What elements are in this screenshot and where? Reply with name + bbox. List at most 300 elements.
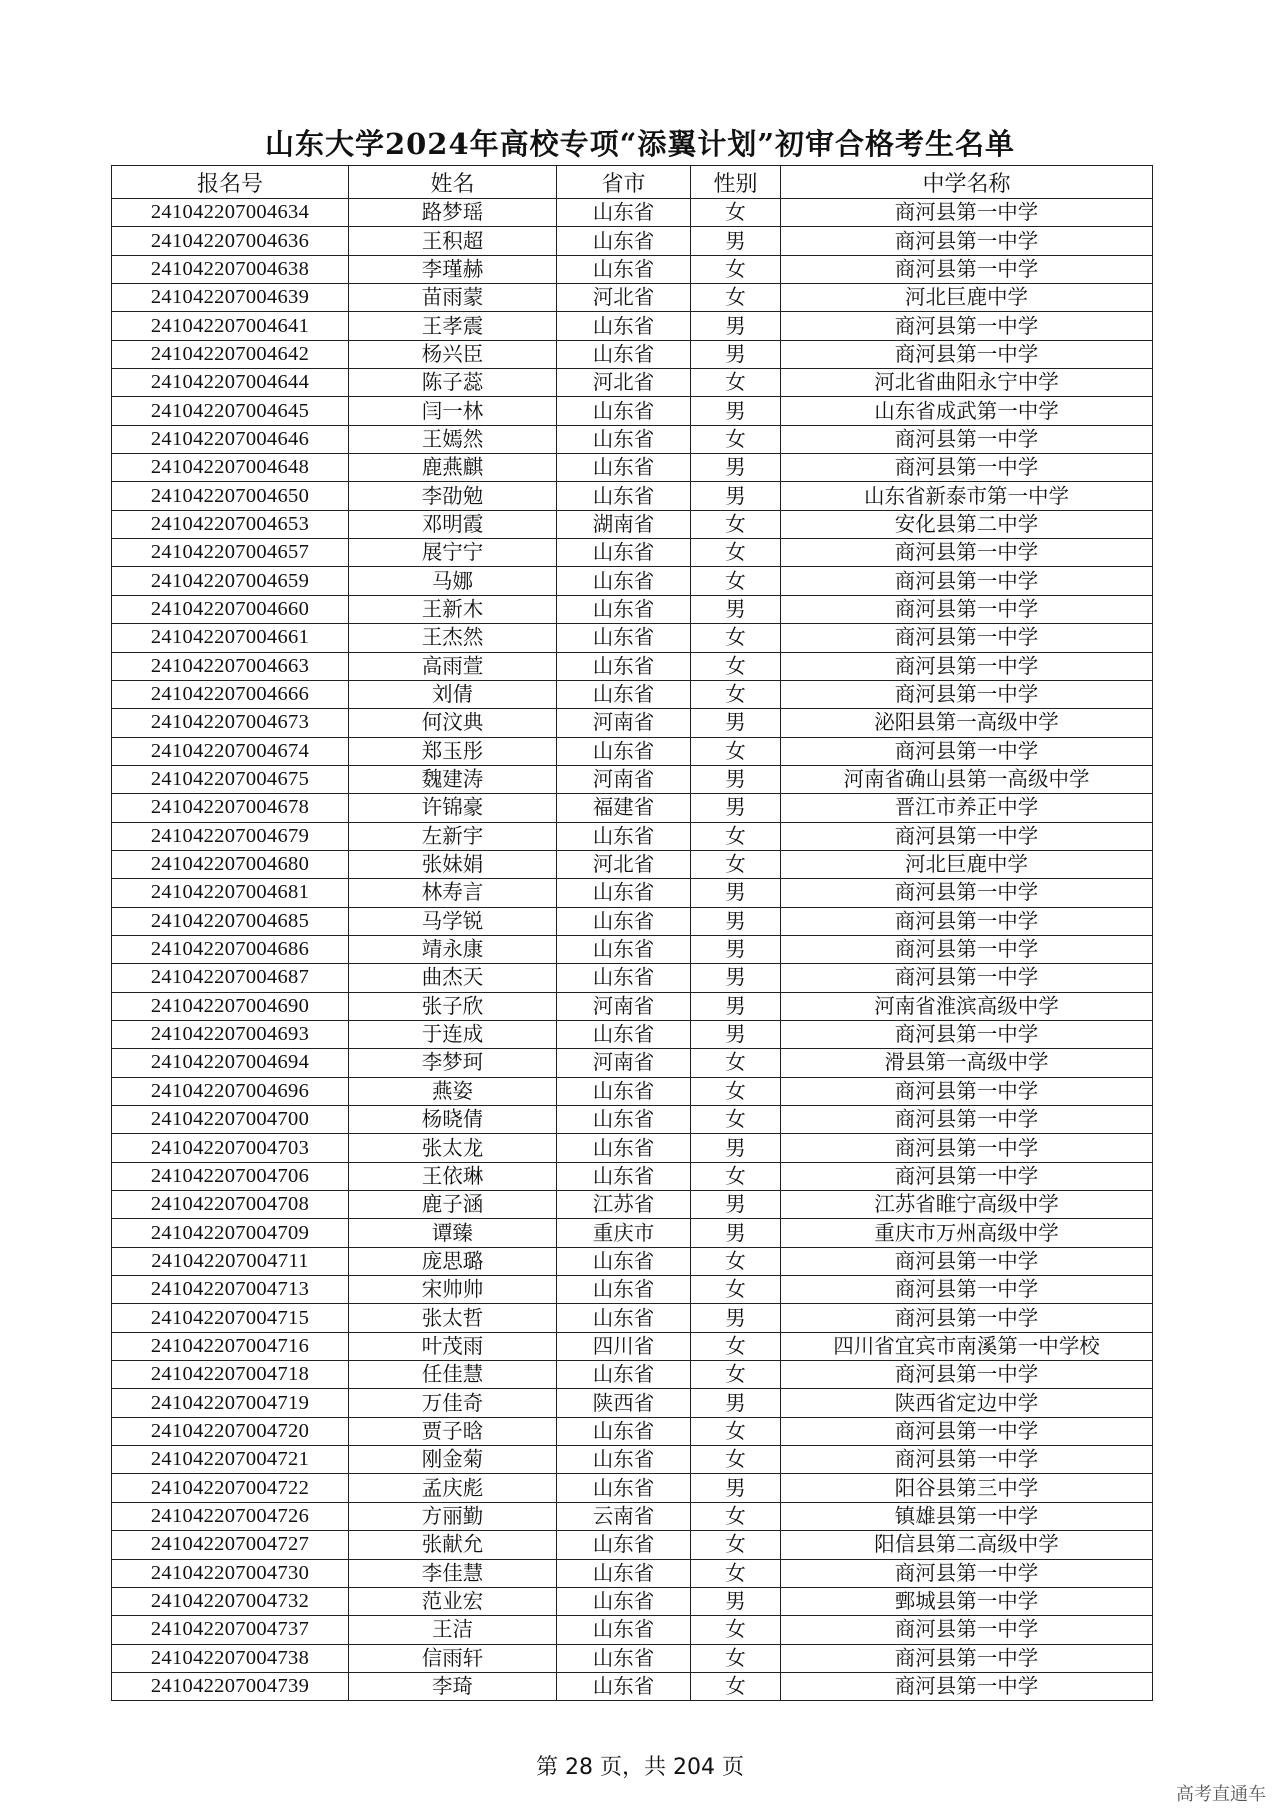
cell-name: 马娜 xyxy=(349,567,557,595)
cell-school: 鄄城县第一中学 xyxy=(781,1587,1153,1615)
table-body xyxy=(112,199,1153,1701)
cell-province: 山东省 xyxy=(557,737,691,765)
cell-registration-no: 241042207004718 xyxy=(112,1361,349,1389)
cell-province: 河南省 xyxy=(557,709,691,737)
cell-school: 阳信县第二高级中学 xyxy=(781,1531,1153,1559)
cell-province: 山东省 xyxy=(557,539,691,567)
table-row xyxy=(112,737,1153,765)
cell-school: 陕西省定边中学 xyxy=(781,1389,1153,1417)
cell-gender: 女 xyxy=(691,1077,781,1105)
cell-school: 商河县第一中学 xyxy=(781,1276,1153,1304)
cell-registration-no: 241042207004700 xyxy=(112,1106,349,1134)
cell-gender: 男 xyxy=(691,794,781,822)
cell-registration-no: 241042207004690 xyxy=(112,992,349,1020)
table-row xyxy=(112,1672,1153,1700)
cell-province: 山东省 xyxy=(557,1559,691,1587)
table-row xyxy=(112,765,1153,793)
table-row xyxy=(112,255,1153,283)
cell-name: 刘倩 xyxy=(349,680,557,708)
table-row xyxy=(112,482,1153,510)
cell-name: 魏建涛 xyxy=(349,765,557,793)
cell-province: 山东省 xyxy=(557,822,691,850)
cell-name: 展宁宁 xyxy=(349,539,557,567)
cell-school: 商河县第一中学 xyxy=(781,1077,1153,1105)
cell-school: 镇雄县第一中学 xyxy=(781,1502,1153,1530)
cell-gender: 女 xyxy=(691,1247,781,1275)
cell-gender: 男 xyxy=(691,482,781,510)
cell-gender: 男 xyxy=(691,765,781,793)
cell-registration-no: 241042207004686 xyxy=(112,935,349,963)
table-row xyxy=(112,1446,1153,1474)
cell-name: 王积超 xyxy=(349,227,557,255)
cell-gender: 女 xyxy=(691,1049,781,1077)
cell-province: 云南省 xyxy=(557,1502,691,1530)
cell-province: 河南省 xyxy=(557,1049,691,1077)
table-header xyxy=(112,166,1153,199)
cell-registration-no: 241042207004674 xyxy=(112,737,349,765)
cell-registration-no: 241042207004680 xyxy=(112,850,349,878)
cell-registration-no: 241042207004693 xyxy=(112,1020,349,1048)
cell-name: 方丽勤 xyxy=(349,1502,557,1530)
cell-school: 商河县第一中学 xyxy=(781,255,1153,283)
cell-name: 庞思璐 xyxy=(349,1247,557,1275)
table-row xyxy=(112,1616,1153,1644)
cell-gender: 男 xyxy=(691,397,781,425)
cell-school: 河南省确山县第一高级中学 xyxy=(781,765,1153,793)
cell-gender: 女 xyxy=(691,652,781,680)
cell-school: 重庆市万州高级中学 xyxy=(781,1219,1153,1247)
cell-province: 山东省 xyxy=(557,482,691,510)
cell-province: 河南省 xyxy=(557,765,691,793)
table-row xyxy=(112,1417,1153,1445)
cell-school: 商河县第一中学 xyxy=(781,1672,1153,1700)
cell-gender: 女 xyxy=(691,369,781,397)
cell-name: 叶茂雨 xyxy=(349,1332,557,1360)
table-row xyxy=(112,624,1153,652)
table-row xyxy=(112,709,1153,737)
cell-gender: 女 xyxy=(691,1361,781,1389)
cell-registration-no: 241042207004738 xyxy=(112,1644,349,1672)
cell-registration-no: 241042207004703 xyxy=(112,1134,349,1162)
cell-province: 山东省 xyxy=(557,879,691,907)
cell-province: 山东省 xyxy=(557,680,691,708)
cell-name: 刚金菊 xyxy=(349,1446,557,1474)
cell-school: 河北巨鹿中学 xyxy=(781,284,1153,312)
cell-name: 林寿言 xyxy=(349,879,557,907)
page-number: 第 28 页，共 204 页 xyxy=(536,1755,744,1780)
cell-name: 王依琳 xyxy=(349,1162,557,1190)
cell-province: 山东省 xyxy=(557,1304,691,1332)
cell-registration-no: 241042207004646 xyxy=(112,425,349,453)
cell-province: 山东省 xyxy=(557,1247,691,1275)
cell-gender: 女 xyxy=(691,425,781,453)
cell-school: 商河县第一中学 xyxy=(781,340,1153,368)
cell-province: 山东省 xyxy=(557,1276,691,1304)
cell-name: 谭臻 xyxy=(349,1219,557,1247)
cell-registration-no: 241042207004645 xyxy=(112,397,349,425)
cell-school: 商河县第一中学 xyxy=(781,964,1153,992)
cell-gender: 男 xyxy=(691,1191,781,1219)
cell-registration-no: 241042207004634 xyxy=(112,199,349,227)
table-row xyxy=(112,1389,1153,1417)
cell-school: 商河县第一中学 xyxy=(781,1644,1153,1672)
cell-name: 李劭勉 xyxy=(349,482,557,510)
cell-registration-no: 241042207004657 xyxy=(112,539,349,567)
cell-province: 山东省 xyxy=(557,907,691,935)
cell-name: 万佳奇 xyxy=(349,1389,557,1417)
cell-registration-no: 241042207004739 xyxy=(112,1672,349,1700)
table-row xyxy=(112,227,1153,255)
cell-province: 山东省 xyxy=(557,1106,691,1134)
cell-province: 山东省 xyxy=(557,255,691,283)
cell-registration-no: 241042207004644 xyxy=(112,369,349,397)
cell-gender: 男 xyxy=(691,1020,781,1048)
cell-registration-no: 241042207004696 xyxy=(112,1077,349,1105)
page-title: 山东大学2024年高校专项“添翼计划”初审合格考生名单 xyxy=(264,127,1016,161)
cell-registration-no: 241042207004675 xyxy=(112,765,349,793)
cell-gender: 女 xyxy=(691,850,781,878)
cell-registration-no: 241042207004726 xyxy=(112,1502,349,1530)
cell-name: 李佳慧 xyxy=(349,1559,557,1587)
cell-gender: 女 xyxy=(691,567,781,595)
cell-name: 贾子晗 xyxy=(349,1417,557,1445)
cell-province: 山东省 xyxy=(557,1672,691,1700)
cell-province: 山东省 xyxy=(557,1474,691,1502)
cell-province: 山东省 xyxy=(557,227,691,255)
cell-gender: 男 xyxy=(691,1587,781,1615)
cell-gender: 女 xyxy=(691,284,781,312)
cell-school: 阳谷县第三中学 xyxy=(781,1474,1153,1502)
cell-province: 江苏省 xyxy=(557,1191,691,1219)
cell-gender: 男 xyxy=(691,935,781,963)
table-row xyxy=(112,454,1153,482)
cell-province: 山东省 xyxy=(557,1361,691,1389)
table-row xyxy=(112,1502,1153,1530)
cell-registration-no: 241042207004722 xyxy=(112,1474,349,1502)
cell-name: 王孝震 xyxy=(349,312,557,340)
cell-registration-no: 241042207004642 xyxy=(112,340,349,368)
cell-province: 福建省 xyxy=(557,794,691,822)
table-row xyxy=(112,1162,1153,1190)
cell-registration-no: 241042207004673 xyxy=(112,709,349,737)
cell-registration-no: 241042207004727 xyxy=(112,1531,349,1559)
cell-name: 许锦豪 xyxy=(349,794,557,822)
cell-name: 燕姿 xyxy=(349,1077,557,1105)
table-row xyxy=(112,850,1153,878)
table-row xyxy=(112,539,1153,567)
cell-school: 商河县第一中学 xyxy=(781,652,1153,680)
table-row xyxy=(112,1644,1153,1672)
cell-province: 山东省 xyxy=(557,1134,691,1162)
cell-school: 商河县第一中学 xyxy=(781,935,1153,963)
cell-gender: 女 xyxy=(691,1672,781,1700)
cell-province: 山东省 xyxy=(557,199,691,227)
cell-province: 山东省 xyxy=(557,340,691,368)
cell-gender: 男 xyxy=(691,1389,781,1417)
cell-name: 信雨轩 xyxy=(349,1644,557,1672)
cell-name: 张子欣 xyxy=(349,992,557,1020)
cell-name: 王洁 xyxy=(349,1616,557,1644)
cell-gender: 女 xyxy=(691,1531,781,1559)
cell-gender: 男 xyxy=(691,709,781,737)
table-row xyxy=(112,1247,1153,1275)
cell-school: 商河县第一中学 xyxy=(781,1446,1153,1474)
cell-name: 孟庆彪 xyxy=(349,1474,557,1502)
cell-school: 商河县第一中学 xyxy=(781,822,1153,850)
cell-registration-no: 241042207004711 xyxy=(112,1247,349,1275)
table-row xyxy=(112,1304,1153,1332)
cell-name: 李琦 xyxy=(349,1672,557,1700)
cell-gender: 女 xyxy=(691,1332,781,1360)
cell-school: 江苏省睢宁高级中学 xyxy=(781,1191,1153,1219)
cell-name: 郑玉彤 xyxy=(349,737,557,765)
cell-school: 安化县第二中学 xyxy=(781,510,1153,538)
cell-registration-no: 241042207004685 xyxy=(112,907,349,935)
table-row xyxy=(112,369,1153,397)
cell-school: 商河县第一中学 xyxy=(781,425,1153,453)
cell-school: 商河县第一中学 xyxy=(781,567,1153,595)
cell-school: 商河县第一中学 xyxy=(781,539,1153,567)
cell-gender: 女 xyxy=(691,1106,781,1134)
cell-registration-no: 241042207004721 xyxy=(112,1446,349,1474)
table-row xyxy=(112,284,1153,312)
cell-province: 河北省 xyxy=(557,369,691,397)
header-name: 姓名 xyxy=(349,166,557,199)
cell-school: 商河县第一中学 xyxy=(781,1304,1153,1332)
cell-gender: 男 xyxy=(691,454,781,482)
cell-gender: 女 xyxy=(691,1162,781,1190)
cell-province: 山东省 xyxy=(557,1587,691,1615)
table-row xyxy=(112,510,1153,538)
cell-province: 山东省 xyxy=(557,1417,691,1445)
cell-gender: 男 xyxy=(691,595,781,623)
cell-registration-no: 241042207004641 xyxy=(112,312,349,340)
cell-province: 河北省 xyxy=(557,850,691,878)
cell-name: 于连成 xyxy=(349,1020,557,1048)
cell-name: 闫一林 xyxy=(349,397,557,425)
table-row xyxy=(112,1276,1153,1304)
table-row xyxy=(112,199,1153,227)
cell-registration-no: 241042207004666 xyxy=(112,680,349,708)
table-row xyxy=(112,964,1153,992)
cell-school: 商河县第一中学 xyxy=(781,907,1153,935)
header-school: 中学名称 xyxy=(781,166,1153,199)
cell-registration-no: 241042207004730 xyxy=(112,1559,349,1587)
table-row xyxy=(112,1531,1153,1559)
cell-gender: 女 xyxy=(691,1502,781,1530)
cell-name: 杨晓倩 xyxy=(349,1106,557,1134)
cell-province: 河北省 xyxy=(557,284,691,312)
cell-name: 苗雨蒙 xyxy=(349,284,557,312)
cell-name: 路梦瑶 xyxy=(349,199,557,227)
table-row xyxy=(112,1134,1153,1162)
cell-registration-no: 241042207004659 xyxy=(112,567,349,595)
cell-province: 河南省 xyxy=(557,992,691,1020)
cell-province: 四川省 xyxy=(557,1332,691,1360)
cell-name: 王杰然 xyxy=(349,624,557,652)
cell-name: 王嫣然 xyxy=(349,425,557,453)
cell-gender: 男 xyxy=(691,312,781,340)
cell-gender: 男 xyxy=(691,340,781,368)
cell-school: 商河县第一中学 xyxy=(781,1020,1153,1048)
cell-registration-no: 241042207004679 xyxy=(112,822,349,850)
cell-school: 商河县第一中学 xyxy=(781,879,1153,907)
cell-registration-no: 241042207004732 xyxy=(112,1587,349,1615)
table-row xyxy=(112,1332,1153,1360)
cell-gender: 男 xyxy=(691,1219,781,1247)
cell-school: 河南省淮滨高级中学 xyxy=(781,992,1153,1020)
cell-province: 山东省 xyxy=(557,425,691,453)
table-row xyxy=(112,822,1153,850)
cell-school: 泌阳县第一高级中学 xyxy=(781,709,1153,737)
cell-school: 商河县第一中学 xyxy=(781,227,1153,255)
cell-province: 山东省 xyxy=(557,454,691,482)
cell-gender: 男 xyxy=(691,907,781,935)
cell-school: 商河县第一中学 xyxy=(781,624,1153,652)
candidate-table xyxy=(111,165,1153,1701)
cell-school: 商河县第一中学 xyxy=(781,1106,1153,1134)
cell-name: 靖永康 xyxy=(349,935,557,963)
cell-gender: 女 xyxy=(691,510,781,538)
cell-name: 张妹娟 xyxy=(349,850,557,878)
cell-school: 滑县第一高级中学 xyxy=(781,1049,1153,1077)
cell-name: 张太哲 xyxy=(349,1304,557,1332)
cell-name: 曲杰天 xyxy=(349,964,557,992)
cell-gender: 女 xyxy=(691,1616,781,1644)
cell-name: 张献允 xyxy=(349,1531,557,1559)
cell-province: 山东省 xyxy=(557,1531,691,1559)
cell-province: 重庆市 xyxy=(557,1219,691,1247)
cell-gender: 女 xyxy=(691,255,781,283)
cell-province: 山东省 xyxy=(557,1162,691,1190)
cell-gender: 女 xyxy=(691,1559,781,1587)
table-row xyxy=(112,879,1153,907)
cell-school: 商河县第一中学 xyxy=(781,1616,1153,1644)
cell-province: 陕西省 xyxy=(557,1389,691,1417)
cell-province: 山东省 xyxy=(557,935,691,963)
cell-school: 商河县第一中学 xyxy=(781,199,1153,227)
cell-gender: 女 xyxy=(691,199,781,227)
table-row xyxy=(112,1020,1153,1048)
cell-province: 山东省 xyxy=(557,964,691,992)
cell-registration-no: 241042207004713 xyxy=(112,1276,349,1304)
cell-school: 商河县第一中学 xyxy=(781,1134,1153,1162)
cell-registration-no: 241042207004708 xyxy=(112,1191,349,1219)
cell-registration-no: 241042207004650 xyxy=(112,482,349,510)
table-row xyxy=(112,1587,1153,1615)
cell-school: 商河县第一中学 xyxy=(781,454,1153,482)
table-row xyxy=(112,1049,1153,1077)
cell-school: 晋江市养正中学 xyxy=(781,794,1153,822)
cell-province: 山东省 xyxy=(557,652,691,680)
cell-registration-no: 241042207004709 xyxy=(112,1219,349,1247)
header-gender: 性别 xyxy=(691,166,781,199)
cell-registration-no: 241042207004638 xyxy=(112,255,349,283)
cell-registration-no: 241042207004661 xyxy=(112,624,349,652)
table-row xyxy=(112,312,1153,340)
cell-school: 商河县第一中学 xyxy=(781,680,1153,708)
cell-province: 山东省 xyxy=(557,595,691,623)
cell-school: 商河县第一中学 xyxy=(781,1559,1153,1587)
table-row xyxy=(112,1077,1153,1105)
header-registration-no: 报名号 xyxy=(112,166,349,199)
cell-name: 邓明霞 xyxy=(349,510,557,538)
cell-school: 商河县第一中学 xyxy=(781,312,1153,340)
cell-registration-no: 241042207004639 xyxy=(112,284,349,312)
cell-gender: 女 xyxy=(691,539,781,567)
cell-gender: 男 xyxy=(691,992,781,1020)
cell-name: 张太龙 xyxy=(349,1134,557,1162)
cell-name: 何汶典 xyxy=(349,709,557,737)
watermark-text: 高考直通车 xyxy=(1176,1784,1266,1805)
table-row xyxy=(112,595,1153,623)
table-row xyxy=(112,652,1153,680)
cell-gender: 女 xyxy=(691,1276,781,1304)
cell-province: 山东省 xyxy=(557,312,691,340)
cell-gender: 女 xyxy=(691,624,781,652)
table-row xyxy=(112,907,1153,935)
cell-gender: 男 xyxy=(691,879,781,907)
cell-province: 山东省 xyxy=(557,1446,691,1474)
cell-province: 山东省 xyxy=(557,1020,691,1048)
cell-province: 湖南省 xyxy=(557,510,691,538)
cell-gender: 女 xyxy=(691,1644,781,1672)
cell-school: 河北省曲阳永宁中学 xyxy=(781,369,1153,397)
table-row xyxy=(112,1191,1153,1219)
cell-name: 杨兴臣 xyxy=(349,340,557,368)
cell-name: 高雨萱 xyxy=(349,652,557,680)
cell-name: 李瑾赫 xyxy=(349,255,557,283)
cell-registration-no: 241042207004663 xyxy=(112,652,349,680)
cell-name: 王新木 xyxy=(349,595,557,623)
cell-name: 鹿子涵 xyxy=(349,1191,557,1219)
cell-registration-no: 241042207004694 xyxy=(112,1049,349,1077)
cell-gender: 男 xyxy=(691,1304,781,1332)
cell-gender: 女 xyxy=(691,822,781,850)
cell-school: 商河县第一中学 xyxy=(781,1247,1153,1275)
table-row xyxy=(112,992,1153,1020)
cell-gender: 男 xyxy=(691,1134,781,1162)
table-row xyxy=(112,1361,1153,1389)
table-row xyxy=(112,1559,1153,1587)
cell-name: 李梦珂 xyxy=(349,1049,557,1077)
cell-school: 商河县第一中学 xyxy=(781,1417,1153,1445)
cell-school: 河北巨鹿中学 xyxy=(781,850,1153,878)
cell-gender: 女 xyxy=(691,1417,781,1445)
cell-registration-no: 241042207004719 xyxy=(112,1389,349,1417)
cell-school: 山东省新泰市第一中学 xyxy=(781,482,1153,510)
cell-registration-no: 241042207004681 xyxy=(112,879,349,907)
table-row xyxy=(112,425,1153,453)
cell-registration-no: 241042207004648 xyxy=(112,454,349,482)
cell-province: 山东省 xyxy=(557,567,691,595)
cell-school: 商河县第一中学 xyxy=(781,737,1153,765)
cell-gender: 男 xyxy=(691,964,781,992)
table-row xyxy=(112,935,1153,963)
cell-name: 任佳慧 xyxy=(349,1361,557,1389)
cell-province: 山东省 xyxy=(557,624,691,652)
cell-registration-no: 241042207004715 xyxy=(112,1304,349,1332)
cell-name: 范业宏 xyxy=(349,1587,557,1615)
cell-gender: 男 xyxy=(691,227,781,255)
cell-name: 马学锐 xyxy=(349,907,557,935)
header-row xyxy=(112,166,1153,199)
cell-gender: 男 xyxy=(691,1474,781,1502)
cell-name: 鹿燕麒 xyxy=(349,454,557,482)
table-row xyxy=(112,567,1153,595)
cell-name: 左新宇 xyxy=(349,822,557,850)
table-row xyxy=(112,397,1153,425)
